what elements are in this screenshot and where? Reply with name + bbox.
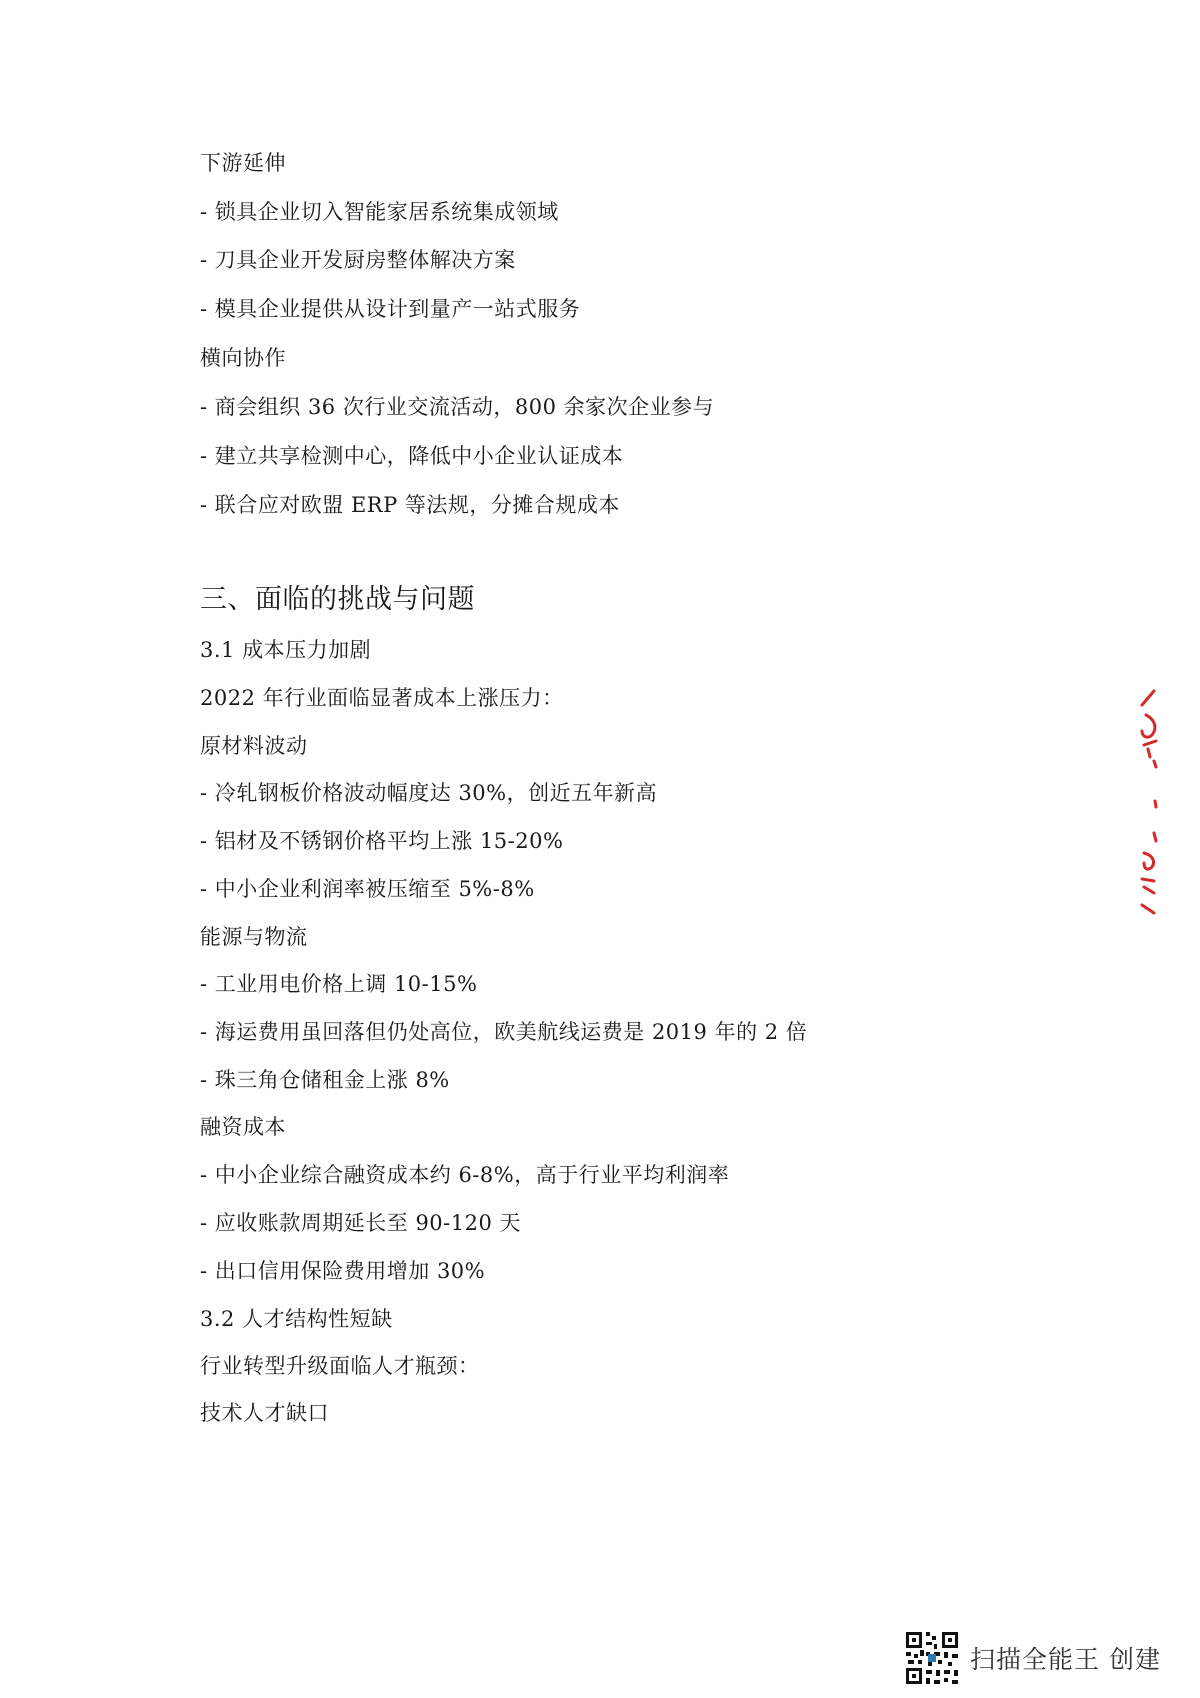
section-title: 三、面临的挑战与问题 [200, 584, 475, 615]
list-item: - 商会组织 36 次行业交流活动，800 余家次企业参与 [200, 395, 715, 419]
list-item: - 出口信用保险费用增加 30% [200, 1259, 486, 1283]
list-item: - 海运费用虽回落但仍处高位，欧美航线运费是 2019 年的 2 倍 [200, 1020, 808, 1044]
list-item: - 模具企业提供从设计到量产一站式服务 [200, 297, 581, 321]
paragraph: 行业转型升级面临人才瓶颈： [200, 1354, 480, 1378]
subheading-horizontal: 横向协作 [200, 346, 286, 370]
list-item: - 应收账款周期延长至 90-120 天 [200, 1211, 522, 1235]
scanner-watermark [904, 1629, 1161, 1687]
list-item: - 联合应对欧盟 ERP 等法规，分摊合规成本 [200, 493, 620, 517]
list-item: - 铝材及不锈钢价格平均上涨 15-20% [200, 829, 564, 853]
subheading-energy-logistics: 能源与物流 [200, 925, 308, 949]
list-item: - 锁具企业切入智能家居系统集成领域 [200, 200, 559, 224]
qr-code-icon [904, 1630, 960, 1686]
scanner-label: 扫描全能王 创建 [970, 1645, 1161, 1674]
subheading-raw-materials: 原材料波动 [200, 734, 308, 758]
list-item: - 中小企业综合融资成本约 6-8%，高于行业平均利润率 [200, 1163, 730, 1187]
subheading-tech-talent: 技术人才缺口 [200, 1401, 329, 1425]
list-item: - 建立共享检测中心，降低中小企业认证成本 [200, 444, 624, 468]
list-item: - 珠三角仓储租金上涨 8% [200, 1068, 450, 1092]
seal-stamp-icon [1124, 683, 1164, 923]
subsection-title: 3.2 人才结构性短缺 [200, 1307, 393, 1331]
subheading-downstream: 下游延伸 [200, 151, 286, 175]
subheading-financing: 融资成本 [200, 1115, 286, 1139]
list-item: - 中小企业利润率被压缩至 5%-8% [200, 877, 535, 901]
list-item: - 刀具企业开发厨房整体解决方案 [200, 248, 516, 272]
paragraph: 2022 年行业面临显著成本上涨压力： [200, 686, 564, 710]
subsection-title: 3.1 成本压力加剧 [200, 638, 372, 662]
list-item: - 工业用电价格上调 10-15% [200, 972, 478, 996]
list-item: - 冷轧钢板价格波动幅度达 30%，创近五年新高 [200, 781, 658, 805]
